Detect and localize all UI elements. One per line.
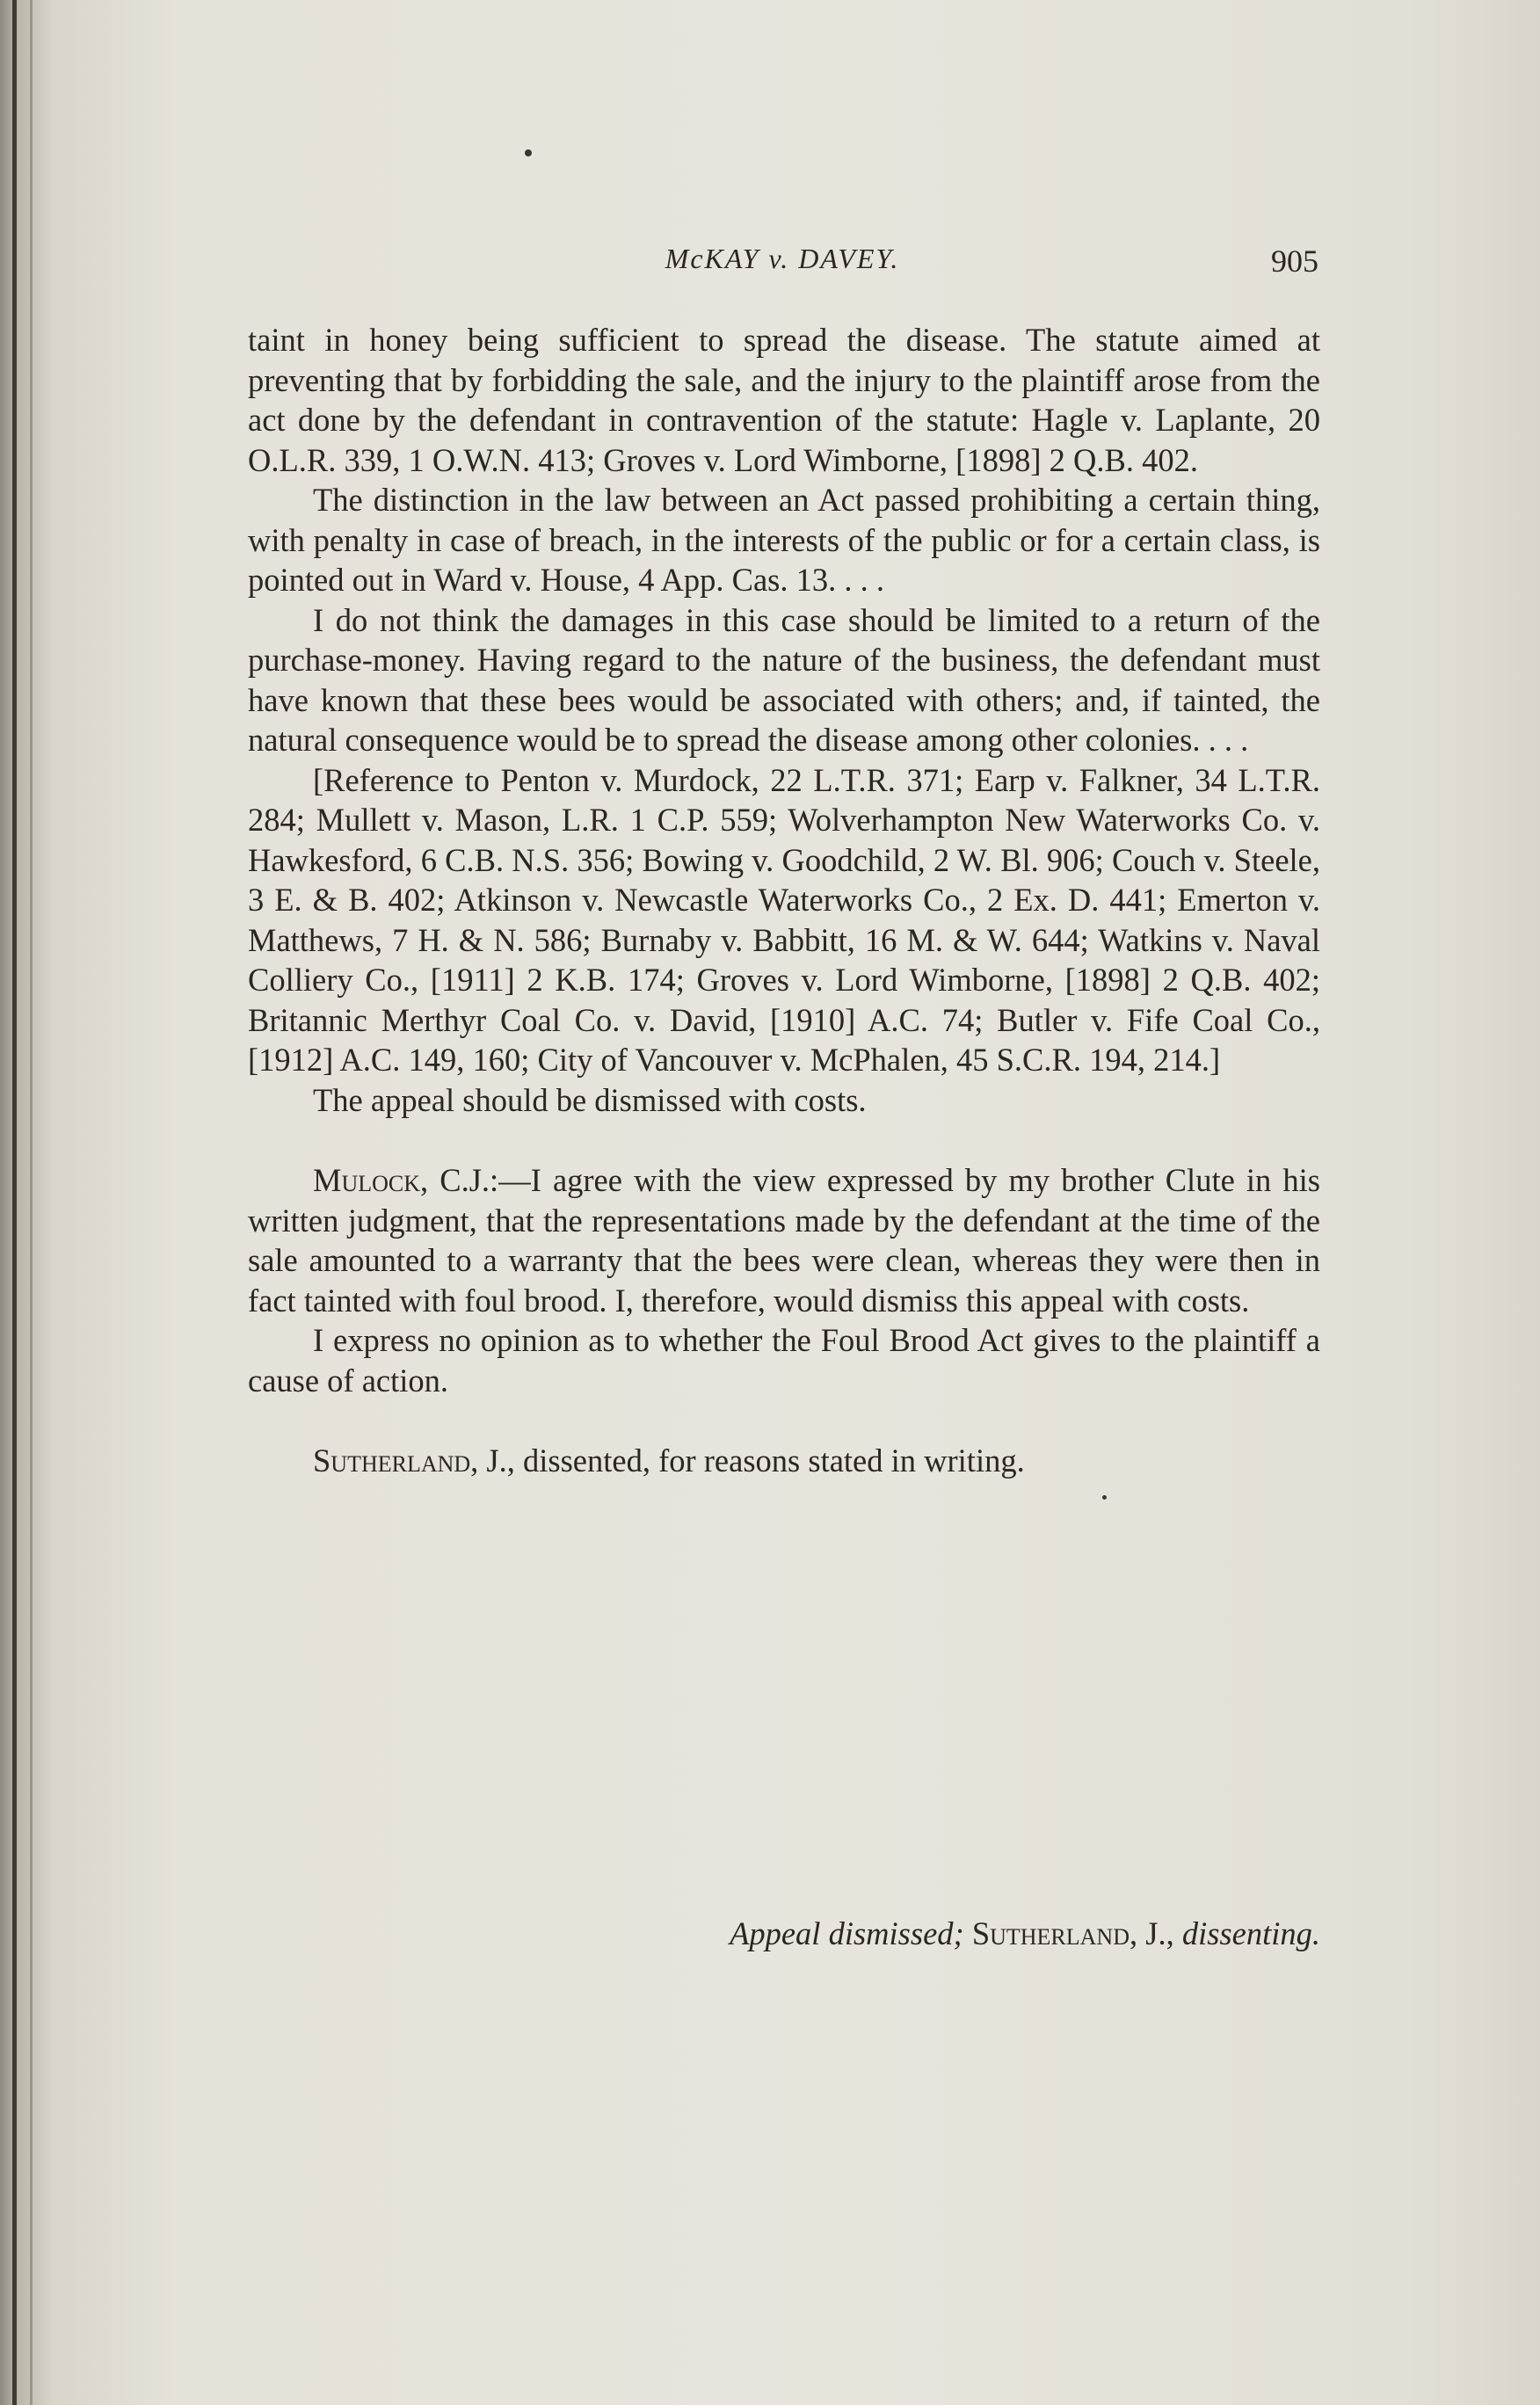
mulock-text: , C.J.:—I agree with the view expressed by my brother Clute in his written judgment, that the representations made by the defendant at the time of the sale amounted to a warranty that the bees were clean, whereas they were then in fact tainted with foul brood. I, therefore, would dismiss this appeal with costs. (248, 1162, 1320, 1319)
paragraph-references: [Reference to Penton v. Murdock, 22 L.T.R. 371; Earp v. Falkner, 34 L.T.R. 284; Mullett v. Mason, L.R. 1 C.P. 559; Wolverhampton New Waterworks Co. v. Hawkesford, 6 C.B. N.S. 356; Bowing v. Goodchild, 2 W. Bl. 906; Couch v. Steele, 3 E. & B. 402; Atkinson v. Newcastle Waterworks Co., 2 Ex. D. 441; Emerton v. Matthews, 7 H. & N. 586; Burnaby v. Babbitt, 16 M. & W. 644; Watkins v. Naval Colliery Co., [1911] 2 K.B. 174; Groves v. Lord Wimborne, [1898] 2 Q.B. 402; Britannic Merthyr Coal Co. v. David, [1910] A.C. 74; Butler v. Fife Coal Co., [1912] A.C. 149, 160; City of Vancouver v. McPhalen, 45 S.C.R. 194, 214.] (248, 761, 1320, 1078)
paragraph-appeal-dismissed: The appeal should be dismissed with costs. (313, 1081, 867, 1118)
paragraph-damages: I do not think the damages in this case should be limited to a return of the purchase-money. Having regard to the nature of the business, the defendant must have known that these bees would be associated with others; and, if tainted, the natural consequence would be to spread the disease among other colonies. . . . (248, 601, 1320, 758)
judge-name-sutherland: Sutherland (313, 1442, 471, 1479)
paragraph-distinction: The distinction in the law between an Act passed prohibiting a certain thing, with penalty in case of breach, in the interests of the public or for a certain class, is pointed out in Ward v. House, 4 App. Cas. 13. . . . (248, 482, 1320, 598)
binding-inner-line (30, 0, 33, 2405)
ink-speck (1102, 1495, 1107, 1500)
conclusion-judge-name: Sutherland (971, 1915, 1130, 1951)
paragraph-taint: taint in honey being sufficient to spread the disease. The statute aimed at preventing that by forbidding the sale, and the injury to the plaintiff arose from the act done by the defendant in contravention of the statute: Hagle v. Laplante, 20 O.L.R. 339, 1 O.W.N. 413; Groves v. Lord Wimborne, [1898] 2 Q.B. 402. (248, 322, 1320, 478)
dissenting-text: dissenting. (1181, 1915, 1320, 1951)
judgment-text (248, 320, 1320, 1481)
paragraph-sutherland (248, 1441, 1320, 1481)
paragraph-opinion: I express no opinion as to whether the Foul Brood Act gives to the plaintiff a cause of action. (248, 1322, 1320, 1399)
appeal-dismissed-text: Appeal dismissed; (730, 1915, 964, 1951)
judge-name-mulock: Mulock (313, 1162, 421, 1198)
running-title: McKAY v. DAVEY. (665, 243, 900, 274)
page-header (246, 243, 1318, 287)
conclusion-judge-rest: , J., (1129, 1915, 1174, 1951)
page-number: 905 (1271, 243, 1318, 279)
case-conclusion (248, 1915, 1320, 1952)
binding-shadow-line (12, 0, 17, 2405)
sutherland-text: , J., dissented, for reasons stated in writing. (470, 1442, 1025, 1479)
ink-speck (525, 149, 532, 156)
paragraph-mulock (248, 1160, 1320, 1320)
